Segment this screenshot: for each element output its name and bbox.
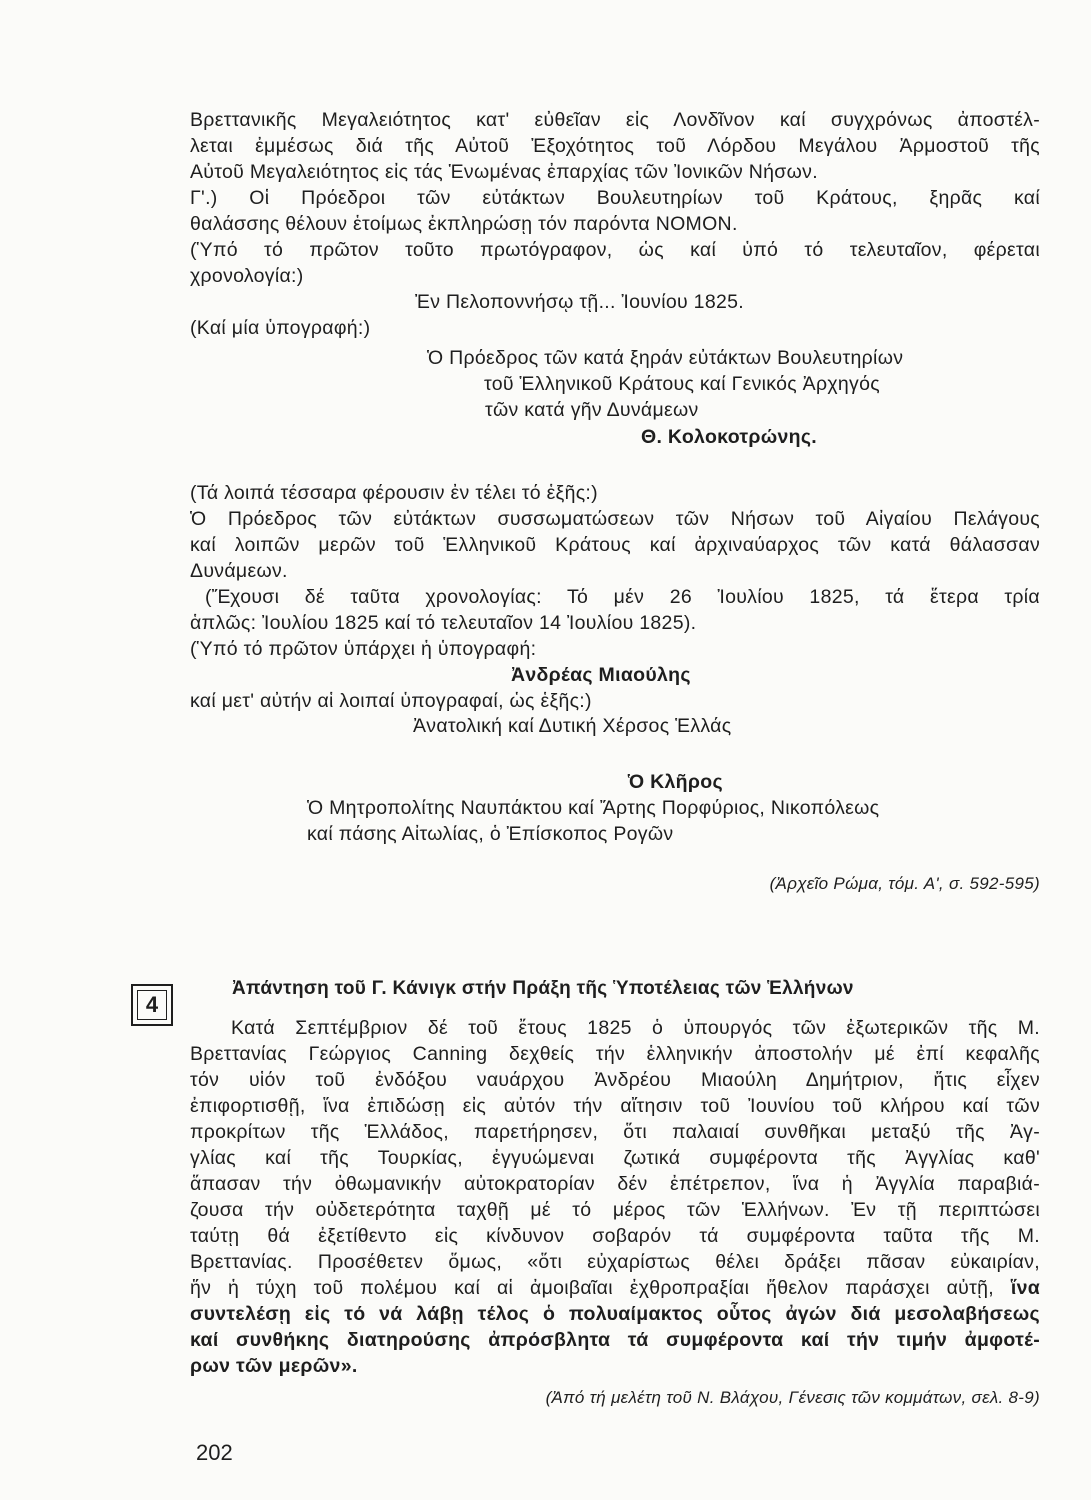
text-line: Δυνάμεων. [190, 560, 288, 582]
text-bold: ἵνα [1010, 1277, 1041, 1299]
text-line: Ὁ Πρόεδρος τῶν εὐτάκτων συσσωματώσεων τῶν Νήσων τοῦ Αἰγαίου Πελάγους [190, 508, 1040, 530]
date-line: Ἐν Πελοποννήσῳ τῇ... Ἰουνίου 1825. [415, 291, 744, 313]
text-line: λεται ἐμμέσως διά τῆς Αὐτοῦ Ἐξοχότητος τοῦ Λόρδου Μεγάλου Ἁρμοστοῦ τῆς [190, 135, 1040, 157]
text-line: Γ'.) Οἱ Πρόεδροι τῶν εὐτάκτων Βουλευτηρίων τοῦ Κράτους, ξηρᾶς καί [190, 187, 1040, 209]
text-line: Βρεττανίας. Προσέθετεν ὅμως, «ὅτι εὐχαρίστως θέλει δράξει πᾶσαν εὐκαιρίαν, [190, 1251, 1040, 1273]
signature-note: (Καί μία ὑπογραφή:) [190, 317, 371, 339]
text-line: (Ὑπό τό πρῶτον ὑπάρχει ἡ ὑπογραφή: [190, 638, 537, 660]
clergy-title: Ὁ Κλῆρος [628, 771, 723, 793]
text-line: θαλάσσης θέλουν ἑτοίμως ἐκπληρώσῃ τόν παρόντα ΝΟΜΟΝ. [190, 213, 738, 235]
text-line: ἐπιφορτισθῇ, ἵνα ἐπιδώσῃ εἰς αὐτόν τήν αἴτησιν τοῦ Ἰουνίου τοῦ κλήρου καί τῶν [190, 1095, 1040, 1117]
text-line: ἅπασαν τήν ὀθωμανικήν αὐτοκρατορίαν δέν ἐπέτρεπον, ἵνα ἡ Ἀγγλία παραβιά- [190, 1173, 1040, 1195]
clergy-line: καί πάσης Αἰτωλίας, ὁ Ἐπίσκοπος Ρογῶν [307, 823, 674, 845]
president-line: Ὁ Πρόεδρος τῶν κατά ξηράν εὐτάκτων Βουλευτηρίων [427, 347, 904, 369]
text-line: ταύτῃ θά ἐξετίθεντο εἰς κίνδυνον σοβαρόν τά συμφέροντα ταῦτα τῆς Μ. [190, 1225, 1040, 1247]
text-line: (Ὑπό τό πρῶτον τοῦτο πρωτόγραφον, ὡς καί ὑπό τό τελευταῖον, φέρεται [190, 239, 1040, 261]
signature-miaoulis: Ἀνδρέας Μιαούλης [511, 664, 691, 686]
text-line: καί λοιπῶν μερῶν τοῦ Ἑλληνικοῦ Κράτους καί ἀρχιναύαρχος τῶν κατά θάλασσαν [190, 534, 1040, 556]
text-plain: ἥν ἡ τύχη τοῦ πολέμου καί αἱ ἀμοιβαῖαι ἐχθροπραξίαι ἤθελον παράσχει αὐτῇ, [190, 1277, 994, 1299]
text-line: χρονολογία:) [190, 265, 304, 287]
text-line: (Ἔχουσι δέ ταῦτα χρονολογίας: Τό μέν 26 Ἰουλίου 1825, τά ἕτερα τρία [205, 586, 1040, 608]
signature-kolokotronis: Θ. Κολοκοτρώνης. [641, 426, 818, 448]
text-line: (Τά λοιπά τέσσαρα φέρουσιν ἐν τέλει τό ἑξῆς:) [190, 482, 598, 504]
text-line: τόν υἱόν τοῦ ἐνδόξου ναυάρχου Ἀνδρέου Μιαούλη Δημήτριον, ἥτις εἶχεν [190, 1069, 1040, 1091]
region-line: Ἀνατολική καί Δυτική Χέρσος Ἑλλάς [413, 715, 732, 737]
president-line: τῶν κατά γῆν Δυνάμεων [485, 399, 699, 421]
president-line: τοῦ Ἑλληνικοῦ Κράτους καί Γενικός Ἀρχηγός [484, 373, 880, 395]
text-line: Βρεττανίας Γεώργιος Canning δεχθείς τήν ἑλληνικήν ἀποστολήν μέ ἐπί κεφαλῆς [190, 1043, 1040, 1065]
page-number: 202 [196, 1440, 233, 1465]
text-line: Βρεττανικῆς Μεγαλειότητος κατ' εὐθεῖαν εἰς Λονδῖνον καί συγχρόνως ἀποστέλ- [190, 109, 1040, 131]
bold-text-line: καί συνθήκης διατηρούσης ἀπρόσβλητα τά συμφέροντα καί τήν τιμήν ἀμφοτέ- [190, 1329, 1040, 1351]
text-line: ζουσα τήν οὐδετερότητα ταχθῇ μέ τό μέρος τῶν Ἑλλήνων. Ἐν τῇ περιπτώσει [190, 1199, 1040, 1221]
text-line: προκρίτων τῆς Ἑλλάδος, παρετήρησεν, ὅτι παλαιαί συνθῆκαι μεταξύ τῆς Ἀγ- [190, 1121, 1040, 1143]
section-title: Ἀπάντηση τοῦ Γ. Κάνιγκ στήν Πράξη τῆς Ὑποτέλειας τῶν Ἑλλήνων [232, 978, 854, 999]
text-line: Αὐτοῦ Μεγαλειότητος εἰς τάς Ἑνωμένας ἐπαρχίας τῶν Ἰονικῶν Νήσων. [190, 161, 818, 183]
text-line: Κατά Σεπτέμβριον δέ τοῦ ἔτους 1825 ὁ ὑπουργός τῶν ἐξωτερικῶν τῆς Μ. [231, 1017, 1040, 1039]
section-number-box [131, 984, 173, 1026]
text-line: ἁπλῶς: Ἰουλίου 1825 καί τό τελευταῖον 14 Ἰουλίου 1825). [190, 612, 697, 634]
clergy-line: Ὁ Μητροπολίτης Ναυπάκτου καί Ἄρτης Πορφύριος, Νικοπόλεως [307, 797, 880, 819]
section-number: 4 [137, 990, 167, 1020]
text-line: καί μετ' αὐτήν αἱ λοιπαί ὑπογραφαί, ὡς ἑξῆς:) [190, 690, 592, 712]
text-line-mixed [190, 1276, 1040, 1300]
source-citation: (Ἀπό τή μελέτη τοῦ Ν. Βλάχου, Γένεσις τῶν κομμάτων, σελ. 8-9) [545, 1388, 1040, 1407]
text-line: γλίας καί τῆς Τουρκίας, ἐγγυώμεναι ζωτικά συμφέροντα τῆς Ἀγγλίας καθ' [190, 1147, 1040, 1169]
bold-text-line: συντελέσῃ εἰς τό νά λάβῃ τέλος ὁ πολυαίμακτος οὗτος ἀγών διά μεσολαβήσεως [190, 1303, 1040, 1325]
source-citation: (Ἀρχεῖο Ρώμα, τόμ. Α', σ. 592-595) [769, 874, 1040, 893]
bold-text-line: ρων τῶν μερῶν». [190, 1355, 358, 1377]
